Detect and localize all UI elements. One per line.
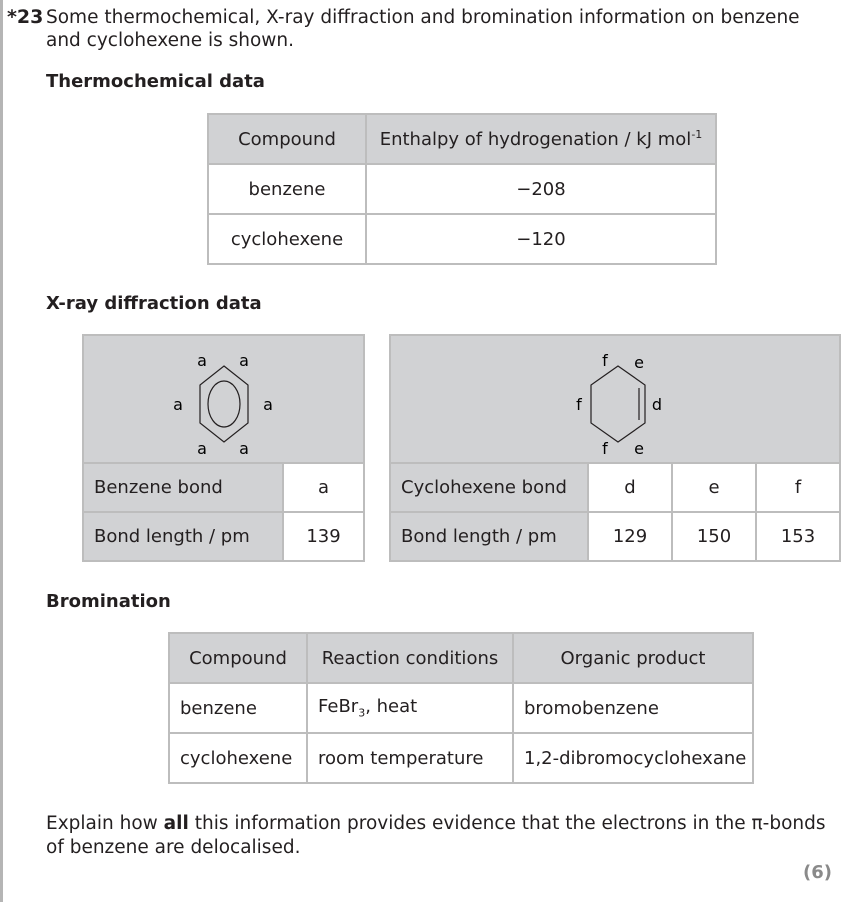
- table-cell: 139: [283, 512, 364, 561]
- cyclohexene-xray-table: [389, 334, 841, 562]
- table-cell: 153: [756, 512, 840, 561]
- thermo-table: [207, 113, 717, 265]
- marks: (6): [803, 862, 832, 883]
- svg-text:d: d: [651, 395, 663, 414]
- table-cell: −120: [366, 214, 716, 264]
- svg-text:e: e: [634, 353, 644, 372]
- benzene-structure: [83, 335, 364, 463]
- cyclohexene-bond-label: Cyclohexene bond: [390, 463, 588, 512]
- svg-text:f: f: [602, 351, 608, 370]
- svg-text:a: a: [238, 439, 249, 454]
- table-cell: 129: [588, 512, 672, 561]
- table-cell: bromobenzene: [513, 683, 753, 733]
- svg-text:f: f: [576, 395, 582, 414]
- benzene-bond-label: Benzene bond: [83, 463, 283, 512]
- table-cell: d: [588, 463, 672, 512]
- table-cell: cyclohexene: [169, 733, 307, 783]
- svg-text:a: a: [262, 395, 273, 414]
- table-cell: FeBr$_3$, heat: [307, 683, 513, 733]
- thermo-heading: Thermochemical data: [46, 71, 265, 92]
- table-cell: 150: [672, 512, 756, 561]
- cyclohexene-ring-icon: [553, 344, 683, 454]
- bromination-heading: Bromination: [46, 591, 171, 612]
- benzene-xray-table: [82, 334, 365, 562]
- table-cell: benzene: [169, 683, 307, 733]
- header-enthalpy: Enthalpy of hydrogenation / kJ mol$^{-1}$: [366, 114, 716, 164]
- question-intro: Some thermochemical, X-ray diffraction and bromination information on benzene and cyclohexene is shown.: [46, 7, 800, 51]
- cyclohexene-structure: [390, 335, 840, 463]
- svg-text:f: f: [602, 439, 608, 454]
- header-compound: Compound: [208, 114, 366, 164]
- bond-length-label: Bond length / pm: [83, 512, 283, 561]
- header-compound: Compound: [169, 633, 307, 683]
- bromination-table: [168, 632, 754, 784]
- table-cell: room temperature: [307, 733, 513, 783]
- table-cell: e: [672, 463, 756, 512]
- svg-text:a: a: [196, 351, 207, 370]
- svg-text:a: a: [238, 351, 249, 370]
- svg-text:a: a: [196, 439, 207, 454]
- margin-bar: [0, 0, 3, 902]
- svg-text:a: a: [172, 395, 183, 414]
- table-cell: cyclohexene: [208, 214, 366, 264]
- table-cell: a: [283, 463, 364, 512]
- header-conditions: Reaction conditions: [307, 633, 513, 683]
- xray-heading: X-ray diffraction data: [46, 293, 262, 314]
- bond-length-label: Bond length / pm: [390, 512, 588, 561]
- benzene-ring-icon: [164, 344, 284, 454]
- svg-text:e: e: [634, 439, 644, 454]
- table-cell: 1,2-dibromocyclohexane: [513, 733, 753, 783]
- table-cell: benzene: [208, 164, 366, 214]
- header-product: Organic product: [513, 633, 753, 683]
- table-cell: f: [756, 463, 840, 512]
- table-cell: −208: [366, 164, 716, 214]
- question-number: *23: [7, 6, 44, 28]
- question-prompt: Explain how all this information provides evidence that the electrons in the π-bonds of benzene are delocalised.: [46, 813, 826, 858]
